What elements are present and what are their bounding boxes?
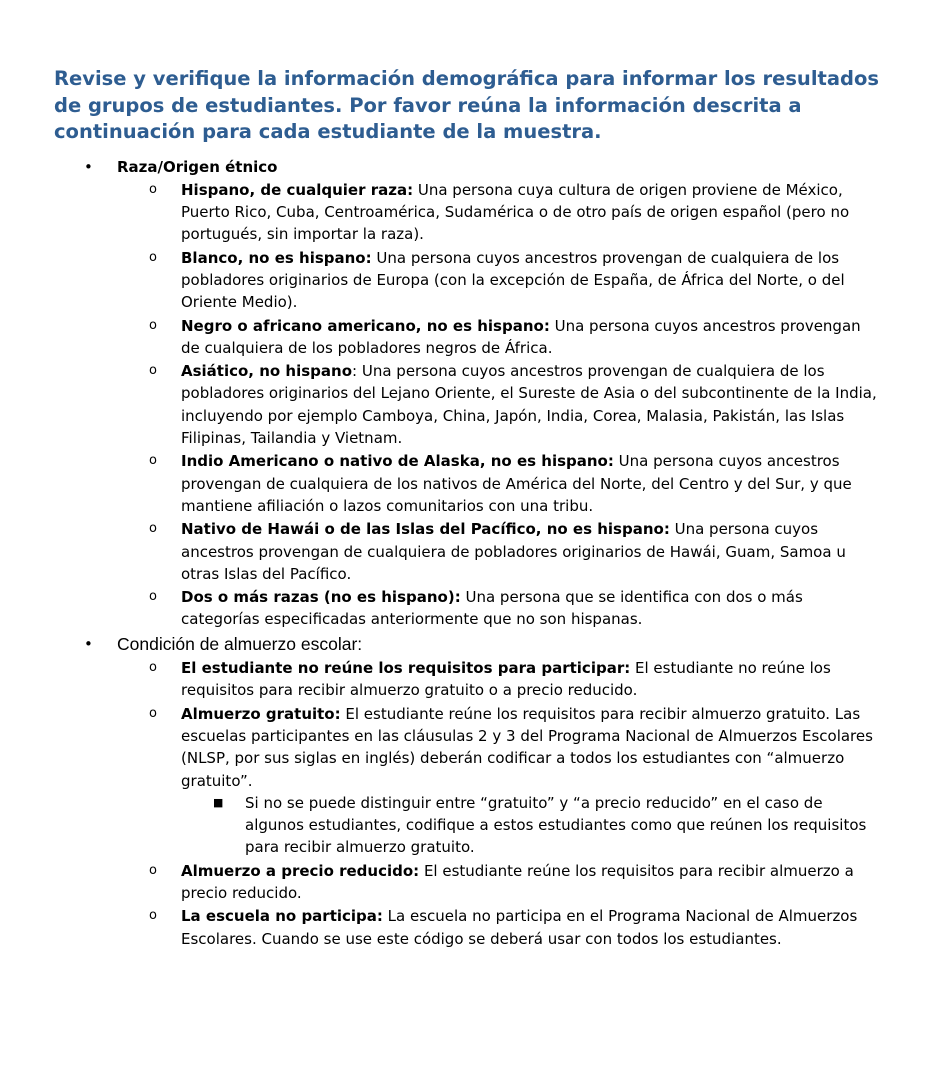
item-term: Dos o más razas (no es hispano):: [181, 588, 461, 607]
item-description: : Una persona cuyos ancestros provengan de cualquiera de los pobladores originarios del Lejano Oriente, el Sureste de Asia o del subcontinente de la India, incluyendo por ejemplo Camboya, China, Japón, India, Corea, Malasia, Pakistán, las Islas Filipinas, Tailandia y Vietnam.: [181, 362, 877, 448]
section-title: Raza/Origen étnico: [117, 157, 278, 176]
circle-bullet-icon: o: [149, 521, 157, 537]
circle-bullet-icon: o: [149, 589, 157, 605]
item-description: Una persona que se identifica con dos o más categorías especificadas anteriormente que no son hispanas.: [181, 588, 803, 629]
lunch-items: [54, 657, 894, 950]
list-item: [117, 703, 881, 859]
item-term: Almuerzo gratuito:: [181, 704, 341, 723]
list-item: [117, 360, 881, 449]
circle-bullet-icon: o: [149, 317, 157, 333]
list-item: [117, 247, 881, 314]
list-item: [117, 518, 881, 585]
item-term: El estudiante no reúne los requisitos para participar:: [181, 659, 631, 678]
item-term: Hispano, de cualquier raza:: [181, 180, 414, 199]
sub-list: [181, 792, 881, 859]
circle-bullet-icon: o: [149, 363, 157, 379]
item-term: Indio Americano o nativo de Alaska, no es hispano:: [181, 452, 614, 471]
circle-bullet-icon: o: [149, 660, 157, 676]
section-title: Condición de almuerzo escolar:: [117, 633, 363, 654]
item-description: Una persona cuyos ancestros provengan de cualquiera de los pobladores negros de África.: [181, 316, 861, 357]
race-items: [54, 179, 894, 631]
sub-item-text: Si no se puede distinguir entre “gratuito” y “a precio reducido” en el caso de algunos estudiantes, codifique a estos estudiantes como que reúnen los requisitos para recibir almuerzo gratuito.: [245, 793, 867, 857]
circle-bullet-icon: o: [149, 862, 157, 878]
list-item: [117, 657, 881, 702]
list-item: [117, 905, 881, 950]
page-heading: Revise y verifique la información demográfica para informar los resultados de grupos de estudiantes. Por favor reúna la información descrita a continuación para cada estudiante de la muestra.: [54, 67, 879, 143]
document-page: [54, 66, 894, 950]
square-bullet-icon: ■: [213, 795, 224, 809]
item-term: La escuela no participa:: [181, 907, 383, 926]
item-description: La escuela no participa en el Programa Nacional de Almuerzos Escolares. Cuando se use este código se deberá usar con todos los estudiantes.: [181, 907, 858, 948]
circle-bullet-icon: o: [149, 705, 157, 721]
item-description: El estudiante no reúne los requisitos para recibir almuerzo gratuito o a precio reducido.: [181, 659, 831, 700]
item-term: Blanco, no es hispano:: [181, 248, 372, 267]
item-description: Una persona cuyos ancestros provengan de cualquiera de pobladores originarios de Hawái, Guam, Samoa u otras Islas del Pacífico.: [181, 520, 846, 583]
list-item: [117, 179, 881, 246]
bullet-icon: •: [84, 634, 93, 653]
list-item: [117, 450, 881, 517]
circle-bullet-icon: o: [149, 453, 157, 469]
list-item: [117, 315, 881, 360]
circle-bullet-icon: o: [149, 249, 157, 265]
item-description: Una persona cuyos ancestros provengan de cualquiera de los pobladores originarios de Europa (con la excepción de España, de África del Norte, o del Oriente Medio).: [181, 248, 845, 312]
section-list: [54, 156, 894, 950]
item-term: Negro o africano americano, no es hispano:: [181, 316, 550, 335]
circle-bullet-icon: o: [149, 908, 157, 924]
item-term: Asiático, no hispano: [181, 362, 353, 381]
section-race: [54, 156, 894, 631]
circle-bullet-icon: o: [149, 181, 157, 197]
item-description: El estudiante reúne los requisitos para recibir almuerzo a precio reducido.: [181, 861, 854, 902]
item-description: Una persona cuyos ancestros provengan de cualquiera de los nativos de América del Norte, del Centro y del Sur, y que mantiene afiliación o lazos comunitarios con una tribu.: [181, 452, 852, 515]
list-item: [117, 860, 881, 905]
item-description: El estudiante reúne los requisitos para recibir almuerzo gratuito. Las escuelas participantes en las cláusulas 2 y 3 del Programa Nacional de Almuerzos Escolares (NLSP, por sus siglas en inglés) deberán codificar a todos los estudiantes con “almuerzo gratuito”.: [181, 704, 873, 790]
sub-list-item: [181, 792, 885, 859]
item-description: Una persona cuya cultura de origen proviene de México, Puerto Rico, Cuba, Centroamérica, Sudamérica o de otro país de origen español (pero no portugués, sin importar la raza).: [181, 180, 850, 244]
list-item: [117, 586, 881, 631]
bullet-icon: •: [84, 157, 93, 176]
section-lunch: [54, 633, 894, 950]
item-term: Almuerzo a precio reducido:: [181, 861, 420, 880]
item-term: Nativo de Hawái o de las Islas del Pacífico, no es hispano:: [181, 520, 670, 539]
